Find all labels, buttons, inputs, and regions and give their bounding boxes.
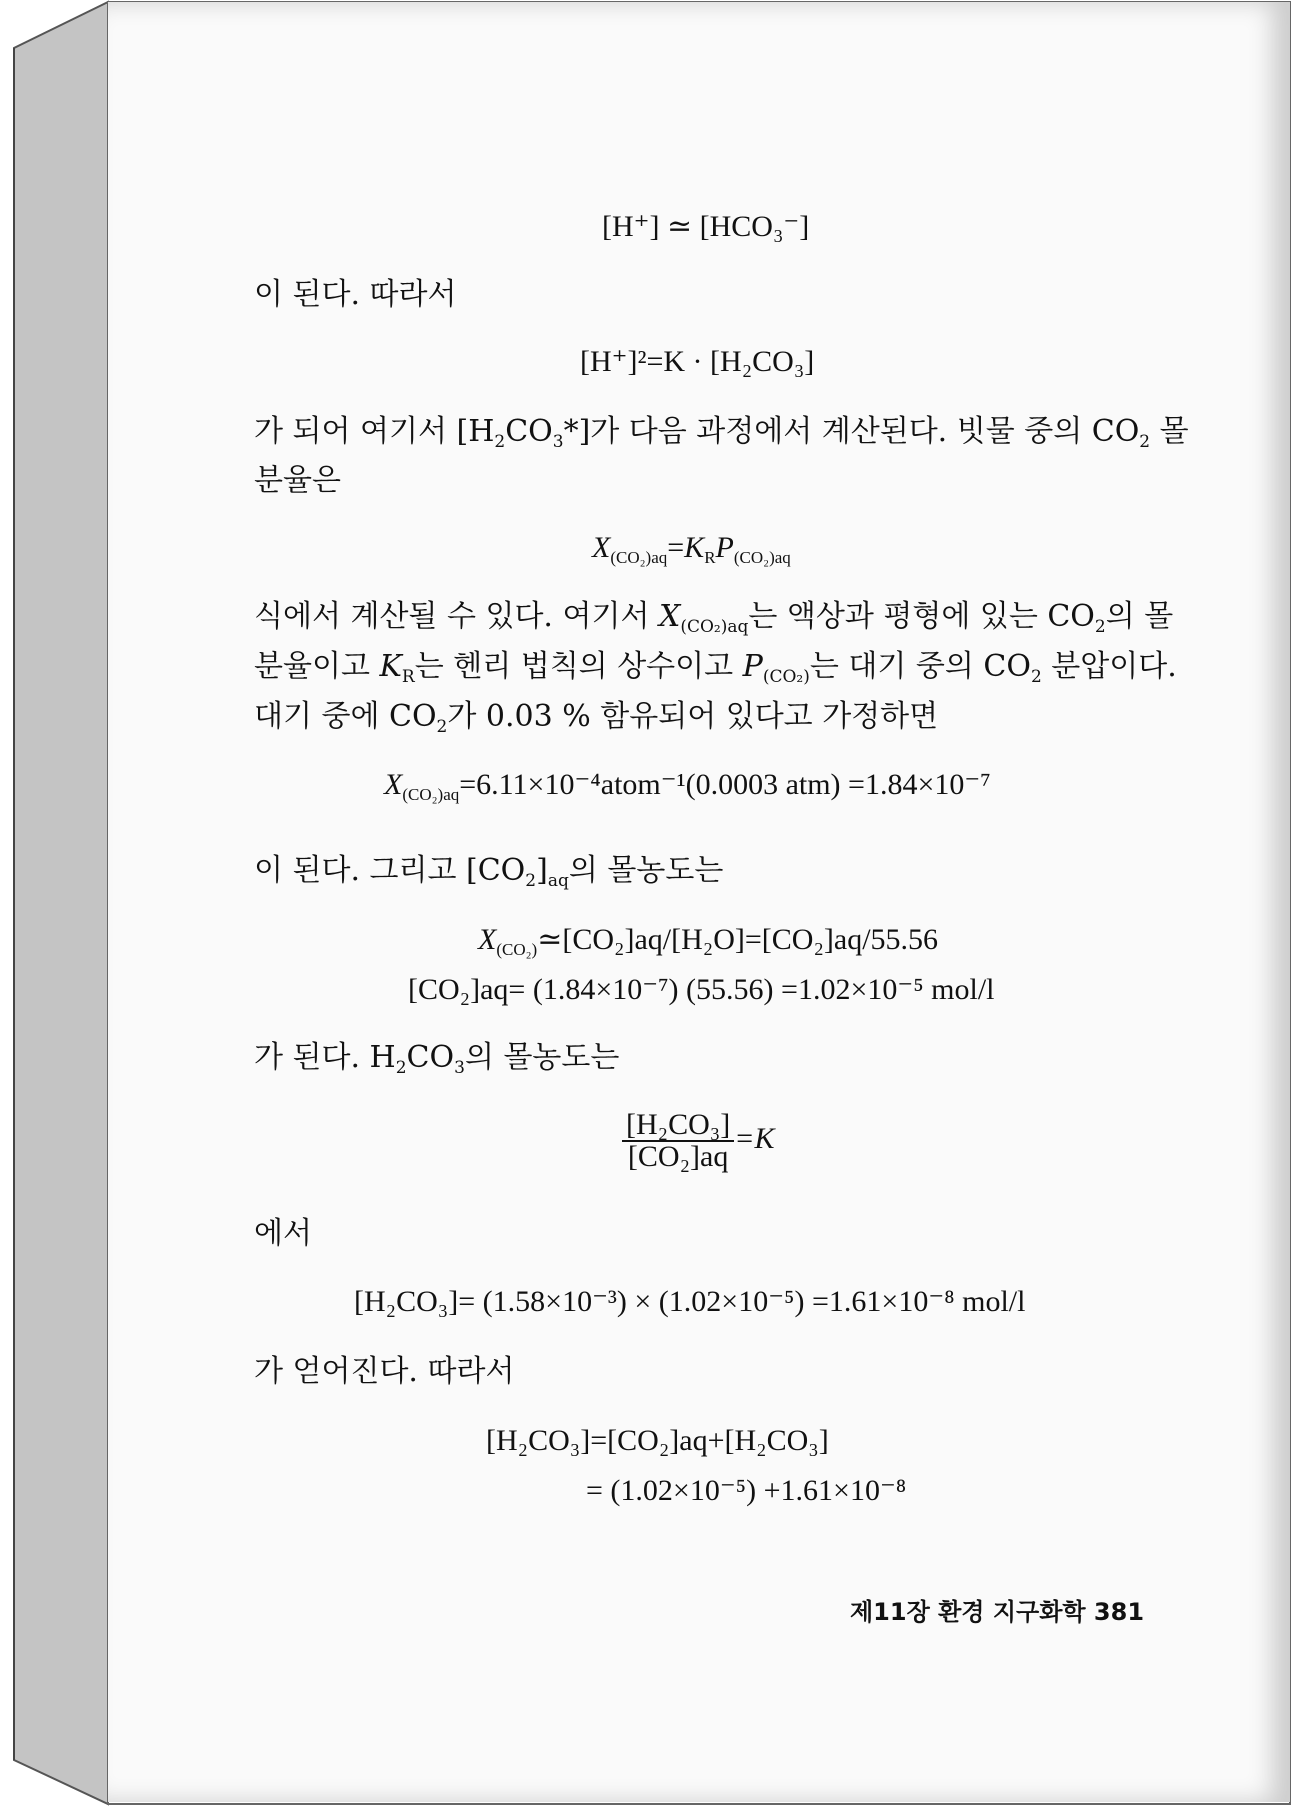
text-line: 가 되어 여기서 $[H_2CO_3*]$가 다음 과정에서 계산된다. 빗물 중의 $CO_2$ 몰	[254, 414, 1189, 452]
text-line: 분율이고 $K_R$는 헨리 법칙의 상수이고 $P_{(CO_2)}$는 대기 중의 $CO_2$ 분압이다.	[254, 649, 1177, 687]
equation-total-carbonic-value: = (1.02×10⁻⁵) +1.61×10⁻⁸	[586, 1474, 907, 1507]
text-line: 가 된다. $H_2CO_3$의 몰농도는	[254, 1040, 620, 1078]
equation-text: [H⁺] ≃ [HCO₃⁻]	[602, 210, 810, 243]
equation-co2-concentration: [CO₂]aq= (1.84×10⁻⁷) (55.56) =1.02×10⁻⁵ mol/l	[408, 973, 995, 1006]
equation-co2-ratio: $X_{(CO_2)}≃[CO_2]aq/[H_2O]=[CO_2]aq/55.56$	[478, 923, 939, 959]
text-line: 이 된다. 따라서	[254, 277, 457, 312]
equation-h-hco3	[602, 212, 809, 242]
equation-text: [H⁺]²=K · [H₂CO₃]	[580, 345, 815, 378]
text-line: 에서	[254, 1216, 312, 1251]
equation-mole-fraction: $X_{(CO_2)aq}=6.11\times 10^{-4}atom^{-1}(0.0003$ atm) =1.84×10⁻⁷	[384, 768, 991, 804]
book-page	[108, 2, 1290, 1802]
text-line: 식에서 계산될 수 있다. 여기서 $X_{(CO_2)aq}$는 액상과 평형에 있는 $CO_2$의 몰	[254, 599, 1174, 637]
equation-total-carbonic: [H₂CO₃]=[CO₂]aq+[H₂CO₃]	[486, 1424, 829, 1457]
equation-h-squared	[580, 347, 814, 377]
fraction: $\frac{\text{[H₂CO₃]}}{\text{[CO₂]aq}}$	[622, 1110, 734, 1172]
text-line: 분율은	[254, 463, 341, 498]
equation-henry-law: $X_{(CO_2)aq}=K_RP_{(CO_2)aq}$	[592, 531, 791, 567]
text-line: 대기 중에 $CO_2$가 0.03 % 함유되어 있다고 가정하면	[254, 699, 939, 737]
equation-h2co3-concentration: [H₂CO₃]= (1.58×10⁻³) × (1.02×10⁻⁵) =1.61×10⁻⁸ mol/l	[354, 1285, 1026, 1318]
text-line: 가 얻어진다. 따라서	[254, 1354, 515, 1389]
equation-equilibrium-fraction: $\frac{\text{[H₂CO₃]}}{\text{[CO₂]aq}}$ =K	[622, 1110, 775, 1172]
text-line: 이 된다. 그리고 $[CO_2]_{aq}$의 몰농도는	[254, 853, 724, 891]
page-footer: 제11장 환경 지구화학 381	[850, 1598, 1145, 1626]
